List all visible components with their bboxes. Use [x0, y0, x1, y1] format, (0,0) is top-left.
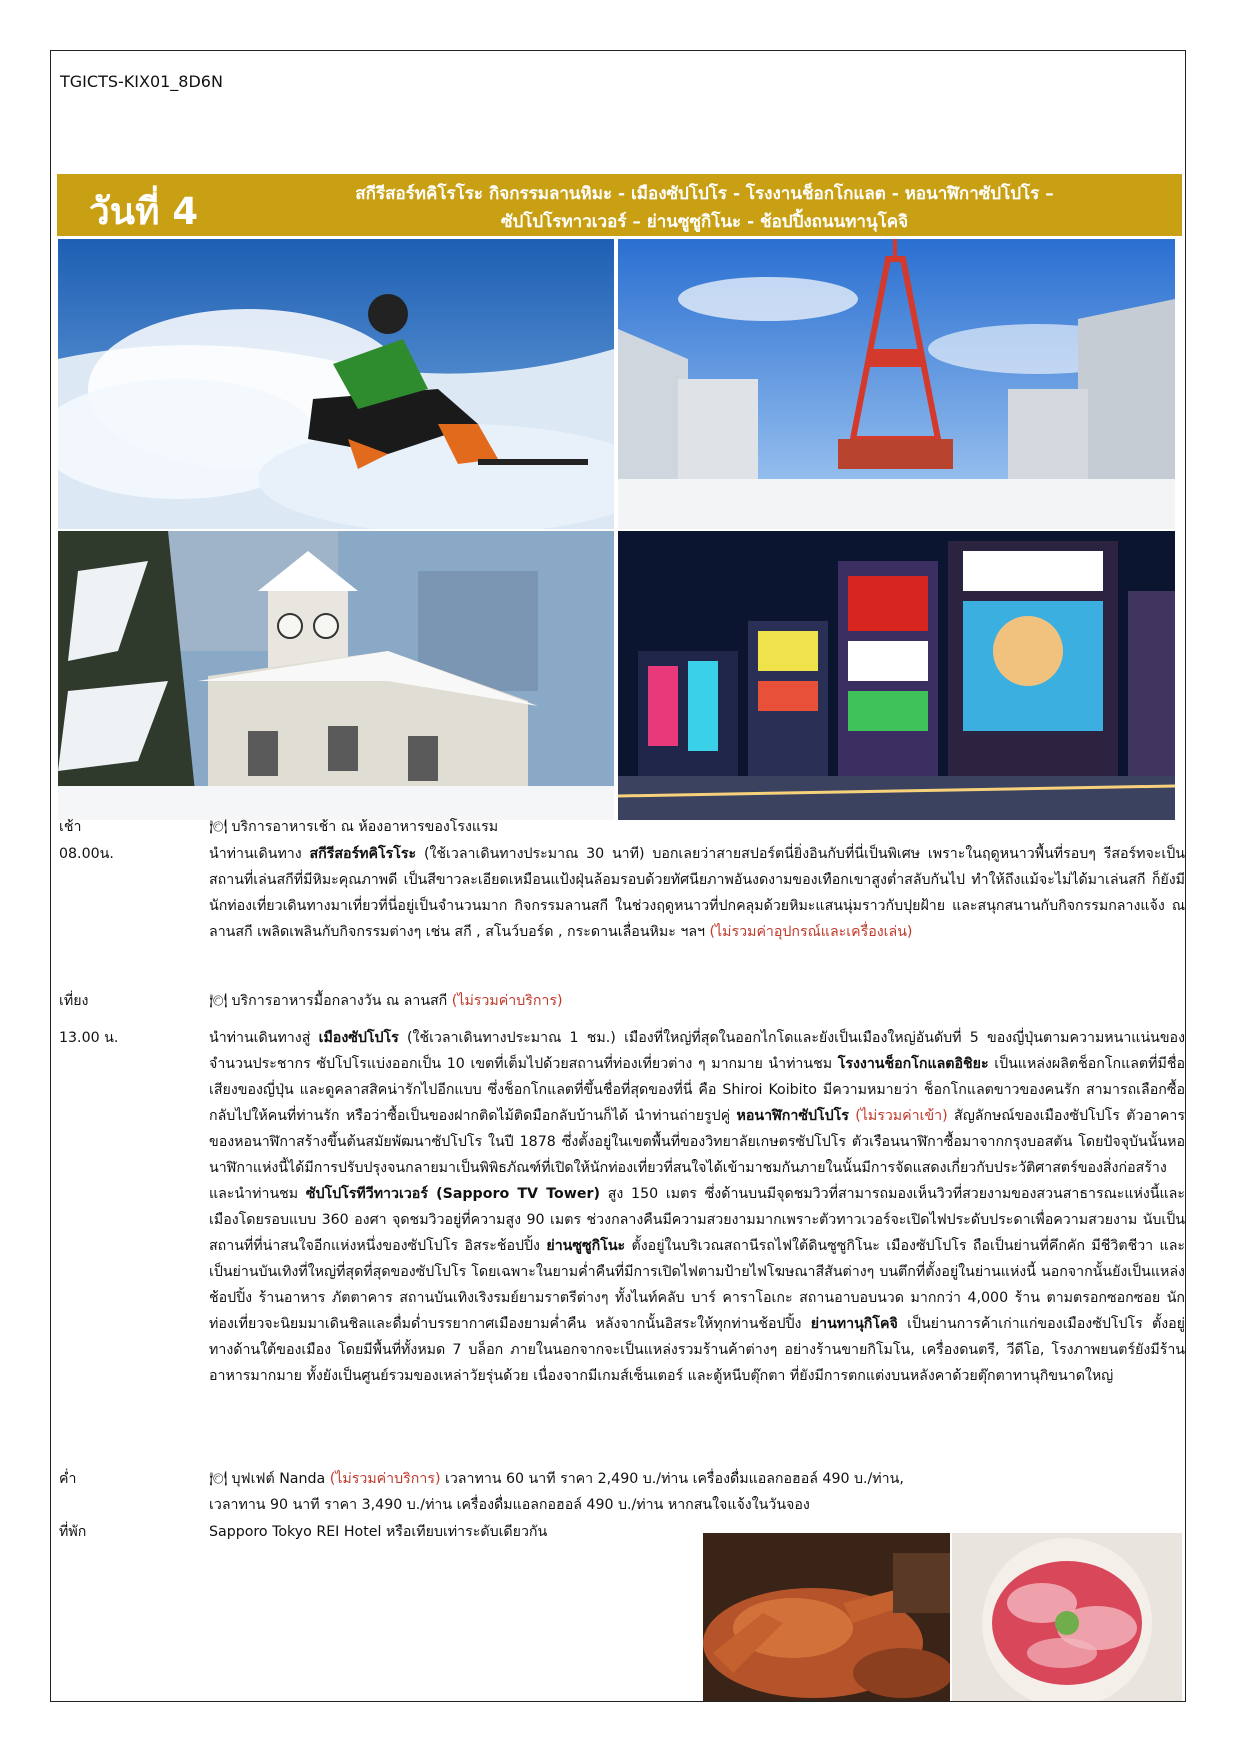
schedule-afternoon: [59, 1025, 1185, 1455]
susukino-night-photo: [618, 531, 1175, 820]
afternoon-text-5: สูง 150 เมตร ซึ่งด้านบนมีจุดชมวิวที่สามารถมองเห็นวิวที่สวยงามของสวนสาธารณะแห่งนี้และเมืองโดยรอบแบบ 360 องศา จุดชมวิวอยู่ที่ความสูง 90 เมตร ช่วงกลางคืนมีความสวยงามมากเพราะตัวทาวเวอร์จะเปิดไฟประดับประดาเพื่อความสวยงาม นับเป็นสถานที่ที่น่าสนใจอีกแห่งหนึ่งของซัปโปโร อิสระช้อปปิ้ง: [209, 1186, 1185, 1254]
meal-icon: 🍽: [209, 819, 228, 835]
schedule-morning: [59, 841, 1185, 977]
schedule-breakfast: [59, 814, 1185, 840]
clock-tower-note: (ไม่รวมค่าเข้า): [848, 1108, 948, 1124]
afternoon-text-2: (ใช้เวลาเดินทางประมาณ 1 ชม.) เมืองที่ใหญ่ที่สุดในออกไกโดและยังเป็นเมืองใหญ่อันดับที่ 5 ของญี่ปุ่นตามความหนาแน่นของจำนวนประชากร ซัปโปโรแบ่งออกเป็น 10 เขตที่เต็มไปด้วยสถานที่ท่องเที่ยวต่าง ๆ มากมาย นำท่านชม: [209, 1030, 1185, 1072]
tv-tower-name: ซัปโปโรทีวีทาวเวอร์ (Sapporo TV Tower): [305, 1186, 600, 1202]
day-title-line-1: สกีรีสอร์ทคิโรโระ กิจกรรมลานหิมะ - เมืองซัปโปโร - โรงงานช็อกโกแลต - หอนาฬิกาซัปโปโร –: [355, 184, 1054, 204]
afternoon-text-1: นำท่านเดินทางสู่: [209, 1030, 319, 1046]
dinner-price-60: เวลาทาน 60 นาที ราคา 2,490 บ./ท่าน เครื่องดื่มแอลกอฮอล์ 490 บ./ท่าน,: [440, 1471, 904, 1487]
lunch-text: บริการอาหารมื้อกลางวัน ณ ลานสกี: [231, 993, 452, 1009]
breakfast-text: บริการอาหารเช้า ณ ห้องอาหารของโรงแรม: [231, 819, 499, 835]
schedule-dinner: [59, 1466, 1185, 1518]
day-title-line-2: ซัปโปโรทาวเวอร์ – ย่านซูซูกิโนะ - ช้อปปิ้งถนนทานุโคจิ: [500, 212, 909, 232]
lunch-detail: [209, 988, 1185, 1014]
day-label: วันที่ 4: [89, 190, 199, 233]
king-crab-photo: [703, 1533, 950, 1701]
dinner-buffet-name: บุฟเฟต์ Nanda: [231, 1471, 330, 1487]
dinner-price-90: เวลาทาน 90 นาที ราคา 3,490 บ./ท่าน เครื่องดื่มแอลกอฮอล์ 490 บ./ท่าน หากสนใจแจ้งในวันจอง: [209, 1497, 810, 1513]
hotel-text: Sapporo Tokyo REI Hotel หรือเทียบเท่าระดับเดียวกัน: [209, 1524, 548, 1540]
morning-note: (ไม่รวมค่าอุปกรณ์และเครื่องเล่น): [709, 924, 913, 940]
meal-icon: 🍽: [209, 993, 228, 1009]
time-afternoon: 13.00 น.: [59, 1030, 119, 1046]
wagyu-beef-photo: [952, 1533, 1182, 1701]
dinner-line-1: [209, 1466, 1185, 1492]
dinner-detail: [209, 1466, 1185, 1518]
lunch-note: (ไม่รวมค่าบริการ): [451, 993, 563, 1009]
susukino-name: ย่านซูซูกิโนะ: [546, 1238, 626, 1254]
dinner-note: (ไม่รวมค่าบริการ): [329, 1471, 441, 1487]
ishiya-factory-name: โรงงานช็อกโกแลตอิชิยะ: [837, 1056, 989, 1072]
tour-code: TGICTS-KIX01_8D6N: [60, 72, 223, 91]
clock-tower-name: หอนาฬิกาซัปโปโร: [736, 1108, 849, 1124]
sapporo-clock-tower-photo: [58, 531, 614, 820]
afternoon-detail: [209, 1025, 1185, 1389]
afternoon-text-4: สัญลักษณ์ของเมืองซัปโปโร ตัวอาคารของหอนาฬิกาสร้างขึ้นต้นสมัยพัฒนาซัปโปโร ในปี 1878 ซึ่งตั้งอยู่ในเขตพื้นที่ของวิทยาลัยเกษตรซัปโปโร ตัวเรือนนาฬิกาซื้อมาจากกรุงบอสตัน โดยปัจจุบันนั้นหอนาฬิกาแห่งนี้ได้มีการปรับปรุงจนกลายมาเป็นพิพิธภัณฑ์ที่เปิดให้นักท่องเที่ยวที่สนใจได้เข้ามาชมกันภายในนั้นมีการจัดแสดงเกี่ยวกับประวัติศาสตร์ของสิ่งก่อสร้าง และนำท่านชม: [209, 1108, 1185, 1202]
time-dinner: ค่ำ: [59, 1471, 77, 1487]
time-lunch: เที่ยง: [59, 993, 89, 1009]
kiroro-resort-name: สกีรีสอร์ทคิโรโระ: [309, 846, 417, 862]
afternoon-text-3: เป็นแหล่งผลิตช็อกโกแลตที่มีชื่อเสียงของญี่ปุ่น และดูคลาสสิคน่ารักไปอีกแบบ ซึ่งช็อกโกแลตที่ขึ้นชื่อที่สุดของที่นี่ คือ Shiroi Koibito มีความหมายว่า ช็อกโกแลตขาวของคนรัก สามารถเลือกซื้อกลับไปให้คนที่ท่านรัก หรือว่าซื้อเป็นของฝากติดไม้ติดมือกลับบ้านก็ได้ นำท่านถ่ายรูปคู่: [209, 1056, 1185, 1124]
morning-detail: [209, 841, 1185, 945]
day-banner: [57, 174, 1182, 236]
snowmobile-photo: [58, 239, 614, 529]
time-morning: 08.00น.: [59, 846, 114, 862]
meal-icon: 🍽: [209, 1471, 228, 1487]
day-title: [247, 180, 1162, 236]
breakfast-detail: [209, 814, 1185, 840]
time-breakfast: เช้า: [59, 819, 82, 835]
time-hotel: ที่พัก: [59, 1524, 87, 1540]
tanukikoji-name: ย่านทานุกิโคจิ: [810, 1316, 898, 1332]
morning-text-1: นำท่านเดินทาง: [209, 846, 310, 862]
morning-text-2: (ใช้เวลาเดินทางประมาณ 30 นาที) บอกเลยว่าสายสปอร์ตนี่ยิ่งอินกับที่นี่เป็นพิเศษ เพราะในฤดูหนาวพื้นที่รอบๆ รีสอร์ทจะเป็นสถานที่เล่นสกีที่มีหิมะคุณภาพดี เป็นสีขาวละเอียดเหมือนแป้งฝุ่นล้อมรอบด้วยทัศนียภาพอันงดงามของเทือกเขาสูงต่ำสลับกันไป ทำให้ถึงแม้จะไม่ได้มาเล่นสกี ก็ยังมีนักท่องเที่ยวเดินทางมาเที่ยวที่นี่อยู่เป็นจำนวนมาก กิจกรรมลานสกี ในช่วงฤดูหนาวที่ปกคลุมด้วยหิมะแสนนุ่มราวกับปุยฝ้าย และสนุกสนานกับกิจกรรมกลางแจ้ง ณ ลานสกี เพลิดเพลินกับกิจกรรมต่างๆ เช่น สกี , สโนว์บอร์ด , กระดานเลื่อนหิมะ ฯลฯ: [209, 846, 1185, 940]
afternoon-text-6: ตั้งอยู่ในบริเวณสถานีรถไฟใต้ดินซูซูกิโนะ เมืองซัปโปโร ถือเป็นย่านที่คึกคัก มีชีวิตชีวา และเป็นย่านบันเทิงที่ใหญ่ที่สุดที่สุดของซัปโปโร โดยเฉพาะในยามค่ำคืนที่มีการเปิดไฟตามป้ายไฟโฆษณาสีสันต่างๆ บนตึกที่ตั้งอยู่ในย่านแห่งนี้ นอกจากนั้นยังเป็นแหล่งช้อปปิ้ง ร้านอาหาร ภัตตาคาร สถานบันเทิงเริงรมย์ยามราตรีต่างๆ ทั้งไนท์คลับ บาร์ คาราโอเกะ สถานอาบอบนวด มากกว่า 4,000 ร้าน ตามตรอกซอกซอย นักท่องเที่ยวจะนิยมมาเดินชิลและดื่มด่ำบรรยากาศเมืองยามค่ำคืน หลังจากนั้นอิสระให้ทุกท่านช้อปปิ้ง: [209, 1238, 1186, 1332]
sapporo-city-name: เมืองซัปโปโร: [318, 1030, 399, 1046]
sapporo-tv-tower-photo: [618, 239, 1175, 529]
schedule-lunch: [59, 988, 1185, 1014]
afternoon-text-7: เป็นย่านการค้าเก่าแก่ของเมืองซัปโปโร ตั้งอยู่ทางด้านใต้ของเมือง โดยมีพื้นที่ทั้งหมด 7 บล็อก ภายในนอกจากจะเป็นแหล่งรวมร้านค้าต่างๆ อย่างร้านขายกิโมโน, เครื่องดนตรี, วีดีโอ, โรงภาพยนตร์ยังมีร้านอาหารมากมาย ทั้งยังเป็นศูนย์รวมของเหล่าวัยรุ่นด้วย เนื่องจากมีเกมส์เซ็นเตอร์ และตู้หนีบตุ๊กตา ที่ยังมีการตกแต่งบนหลังคาด้วยตุ๊กตาทานุกิขนาดใหญ่: [209, 1316, 1185, 1384]
